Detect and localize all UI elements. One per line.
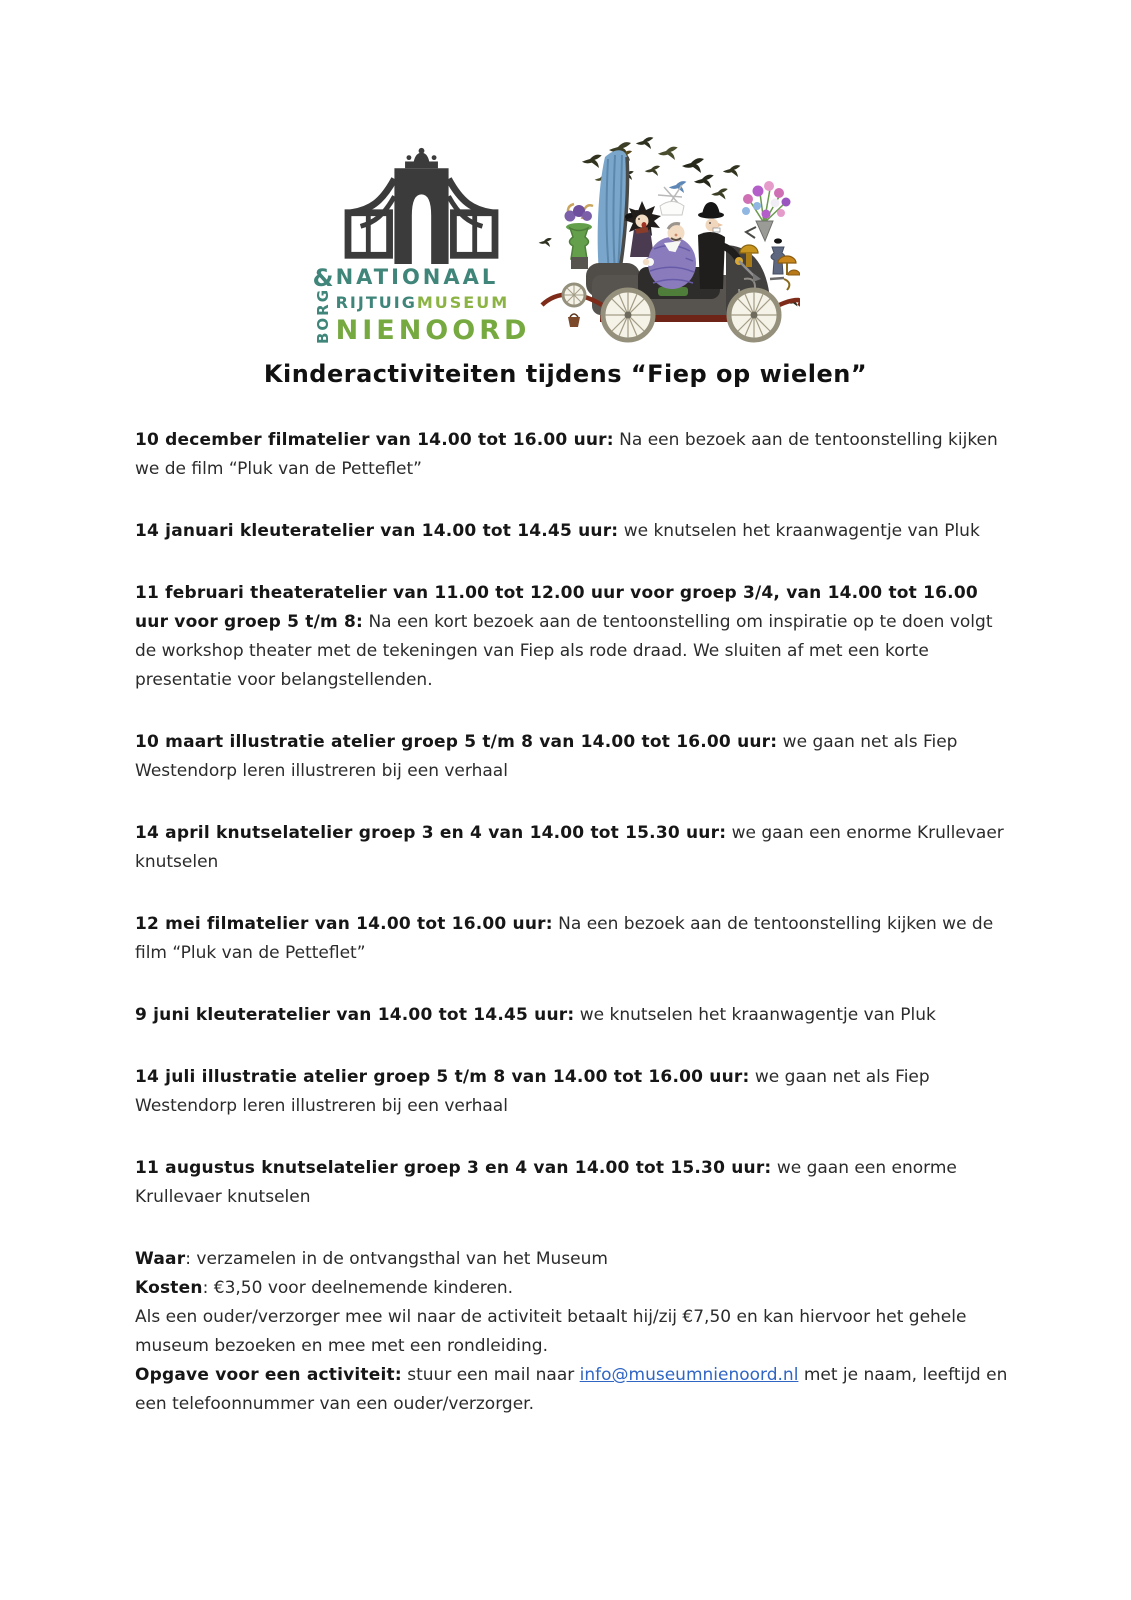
kosten-line: Kosten: €3,50 voor deelnemende kinderen. bbox=[135, 1278, 514, 1298]
fiep-car-illustration bbox=[530, 129, 800, 344]
activity-item bbox=[135, 1063, 1009, 1121]
kosten-label: Kosten bbox=[135, 1278, 203, 1298]
opgave-line: Opgave voor een activiteit: stuur een mail naar info@museumnienoord.nl met je naam, leeftijd en een telefoonnummer van een ouder/verzorger. bbox=[135, 1365, 1008, 1414]
logo-nationaal: NATIONAAL bbox=[335, 264, 499, 289]
activity-item bbox=[135, 517, 1009, 546]
header bbox=[0, 126, 1131, 344]
activity-lead: 11 februari theateratelier van 11.00 tot 12.00 uur voor groep 3/4, van 14.00 tot 16.00 uur voor groep 5 t/m 8: bbox=[135, 583, 978, 632]
activity-rest: we gaan een enorme Krullevaer knutselen bbox=[135, 823, 1004, 872]
activity-item bbox=[135, 910, 1009, 968]
activity-lead: 11 augustus knutselatelier groep 3 en 4 van 14.00 tot 15.30 uur: bbox=[135, 1158, 772, 1178]
activity-lead: 14 januari kleuteratelier van 14.00 tot 14.45 uur: bbox=[135, 521, 619, 541]
activity-rest: we knutselen het kraanwagentje van Pluk bbox=[574, 1005, 936, 1025]
activity-item bbox=[135, 1001, 1009, 1030]
activity-item bbox=[135, 579, 1009, 695]
page-title: Kinderactiviteiten tijdens “Fiep op wielen” bbox=[263, 360, 868, 388]
activity-rest: we knutselen het kraanwagentje van Pluk bbox=[618, 521, 980, 541]
arch-gate-icon bbox=[339, 146, 504, 264]
activity-item bbox=[135, 1154, 1009, 1212]
logo-nienoord: NIENOORD bbox=[335, 315, 531, 346]
activity-rest: we gaan net als Fiep Westendorp leren illustreren bij een verhaal bbox=[135, 1067, 930, 1116]
logo-rijtuigmuseum: RIJTUIGMUSEUM bbox=[335, 292, 510, 312]
activities-list bbox=[0, 388, 1131, 1419]
activity-rest: Na een kort bezoek aan de tentoonstelling om inspiratie op te doen volgt de workshop theater met de tekeningen van Fiep als rode draad. We sluiten af met een korte presentatie voor belangstellenden. bbox=[135, 612, 993, 690]
activity-rest: Na een bezoek aan de tentoonstelling kijken we de film “Pluk van de Petteflet” bbox=[135, 430, 998, 479]
opgave-label: Opgave voor een activiteit: bbox=[135, 1365, 402, 1385]
activity-rest: we gaan een enorme Krullevaer knutselen bbox=[135, 1158, 957, 1207]
activity-item bbox=[135, 426, 1009, 484]
activity-item bbox=[135, 728, 1009, 786]
museum-logo-text bbox=[312, 263, 531, 346]
activity-lead: 9 juni kleuteratelier van 14.00 tot 14.45 uur: bbox=[135, 1005, 575, 1025]
logo-ampersand: & bbox=[312, 263, 334, 292]
canopy bbox=[597, 150, 627, 277]
activity-lead: 14 juli illustratie atelier groep 5 t/m 8 van 14.00 tot 16.00 uur: bbox=[135, 1067, 750, 1087]
waar-line: Waar: verzamelen in de ontvangsthal van het Museum bbox=[135, 1249, 608, 1269]
activity-lead: 12 mei filmatelier van 14.00 tot 16.00 uur: bbox=[135, 914, 553, 934]
activity-lead: 10 december filmatelier van 14.00 tot 16.00 uur: bbox=[135, 430, 614, 450]
ouder-line: Als een ouder/verzorger mee wil naar de activiteit betaalt hij/zij €7,50 en kan hiervoor het gehele museum bezoeken en mee met een rondleiding. bbox=[135, 1307, 967, 1356]
activity-lead: 10 maart illustratie atelier groep 5 t/m 8 van 14.00 tot 16.00 uur: bbox=[135, 732, 778, 752]
email-link[interactable]: info@museumnienoord.nl bbox=[579, 1365, 799, 1385]
logo-borg: BORG bbox=[313, 287, 332, 344]
flower-vase-left bbox=[564, 204, 593, 269]
activity-lead: 14 april knutselatelier groep 3 en 4 van 14.00 tot 15.30 uur: bbox=[135, 823, 727, 843]
activity-item bbox=[135, 819, 1009, 877]
waar-label: Waar bbox=[135, 1249, 186, 1269]
practical-info bbox=[135, 1245, 1009, 1419]
activity-rest: we gaan net als Fiep Westendorp leren illustreren bij een verhaal bbox=[135, 732, 958, 781]
bouquet bbox=[742, 181, 791, 241]
activity-rest: Na een bezoek aan de tentoonstelling kijken we de film “Pluk van de Petteflet” bbox=[135, 914, 994, 963]
museum-logo bbox=[312, 146, 531, 346]
